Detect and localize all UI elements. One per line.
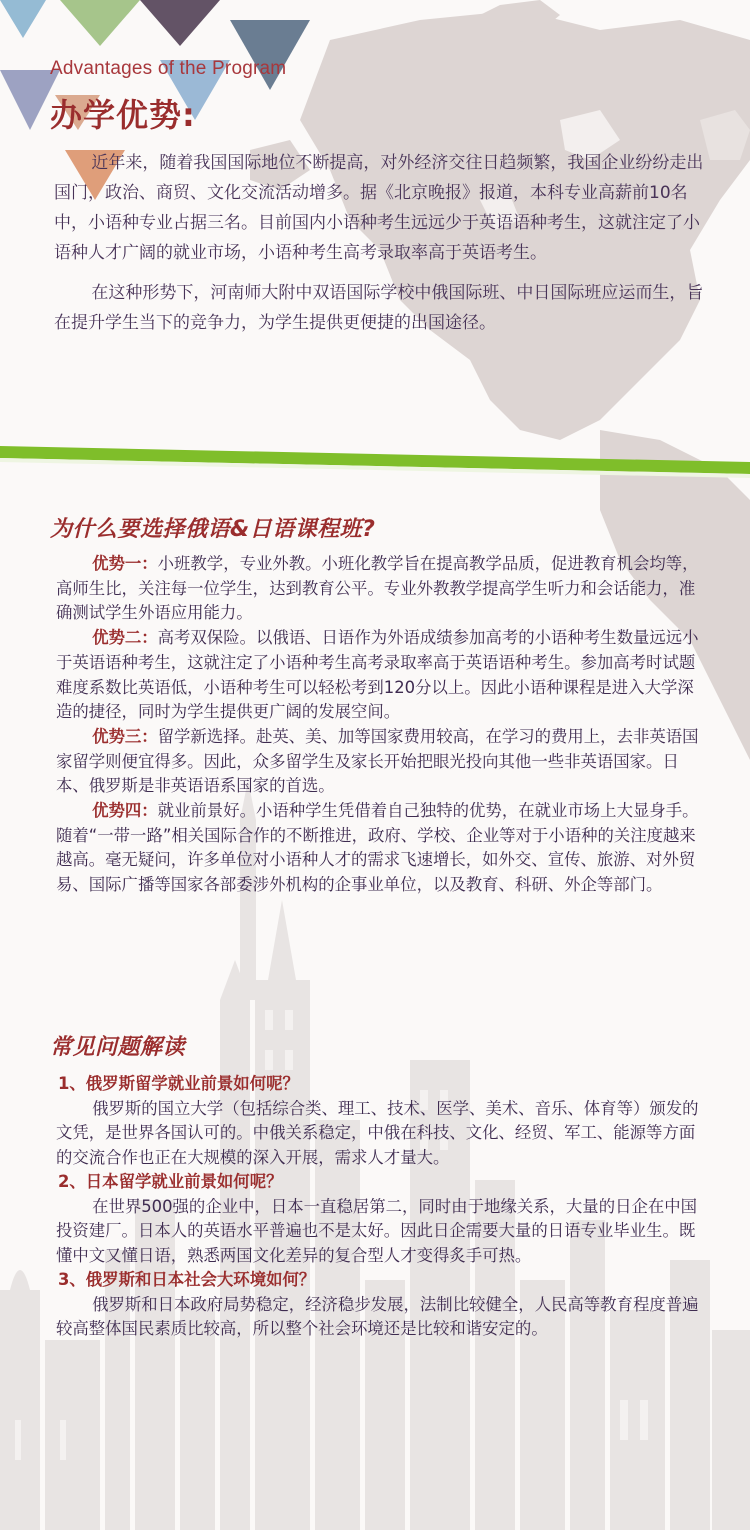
green-divider-band [0,444,750,478]
faq-answer: 俄罗斯和日本政府局势稳定，经济稳步发展，法制比较健全，人民高等教育程度普遍较高整体国民素质比较高，所以整个社会环境还是比较和谐安定的。 [56,1294,699,1338]
advantage-text: 小班教学，专业外教。小班化教学旨在提高教学品质，促进教育机会均等，高师生比，关注每一位学生，达到教育公平。专业外教教学提高学生听力和会话能力，准确测试学生外语应用能力。 [56,554,699,623]
advantage-item [56,725,706,799]
intro-paragraph: 近年来，随着我国国际地位不断提高，对外经济交往日趋频繁，我国企业纷纷走出国门，政治、商贸、文化交流活动增多。据《北京晚报》报道，本科专业高薪前10名中，小语种专业占据三名。目前国内小语种考生远远少于英语语种考生，这就注定了小语种人才广阔的就业市场，小语种考生高考录取率高于英语考生。 [54,153,704,263]
advantage-label: 优势一： [92,554,158,573]
english-heading: Advantages of the Program [50,58,287,79]
page-title: 办学优势: [50,96,196,134]
faq-question: 2、日本留学就业前景如何呢？ [58,1172,283,1191]
intro-section [54,148,704,348]
faq-question: 3、俄罗斯和日本社会大环境如何？ [58,1270,316,1289]
advantage-text: 高考双保险。以俄语、日语作为外语成绩参加高考的小语种考生数量远远小于英语语种考生，这就注定了小语种考生高考录取率高于英语语种考生。参加高考时试题难度系数比英语低，小语种考生可以轻松考到120分以上。因此小语种课程是进入大学深造的捷径，同时为学生提供更广阔的发展空间。 [56,628,699,722]
intro-paragraph: 在这种形势下，河南师大附中双语国际学校中俄国际班、中日国际班应运而生，旨在提升学生当下的竞争力，为学生提供更便捷的出国途径。 [54,283,704,333]
advantage-text: 留学新选择。赴英、美、加等国家费用较高，在学习的费用上，去非英语国家留学则便宜得多。因此，众多留学生及家长开始把眼光投向其他一些非英语国家。日本、俄罗斯是非英语语系国家的首选。 [56,726,699,796]
faq-question: 1、俄罗斯留学就业前景如何呢？ [58,1074,299,1093]
advantage-label: 优势四： [92,801,158,821]
advantage-item [56,552,706,626]
faq-answer: 在世界500强的企业中，日本一直稳居第二，同时由于地缘关系，大量的日企在中国投资建厂。日本人的英语水平普遍也不是太好。因此日企需要大量的日语专业毕业生。既懂中文又懂日语，熟悉两国文化差异的复合型人才变得炙手可热。 [56,1196,698,1265]
advantage-item [56,799,706,898]
faq-section-title: 常见问题解读 [50,1035,186,1060]
faq-list [56,1072,706,1342]
advantage-text: 就业前景好。小语种学生凭借着自己独特的优势，在就业市场上大显身手。随着“一带一路”相关国际合作的不断推进，政府、学校、企业等对于小语种的关注度越来越高。毫无疑问，许多单位对小语种人才的需求飞速增长，如外交、宣传、旅游、对外贸易、国际广播等国家各部委涉外机构的企事业单位，以及教育、科研、外企等部门。 [56,801,699,895]
advantages-list [56,552,706,898]
advantage-label: 优势三： [92,726,158,746]
advantage-label: 优势二： [92,628,158,648]
why-section-title: 为什么要选择俄语&日语课程班? [50,517,376,542]
faq-answer: 俄罗斯的国立大学（包括综合类、理工、技术、医学、美术、音乐、体育等）颁发的文凭，是世界各国认可的。中俄关系稳定，中俄在科技、文化、经贸、军工、能源等方面的交流合作也正在大规模的深入开展，需求人才量大。 [56,1098,699,1167]
advantage-item [56,626,706,725]
